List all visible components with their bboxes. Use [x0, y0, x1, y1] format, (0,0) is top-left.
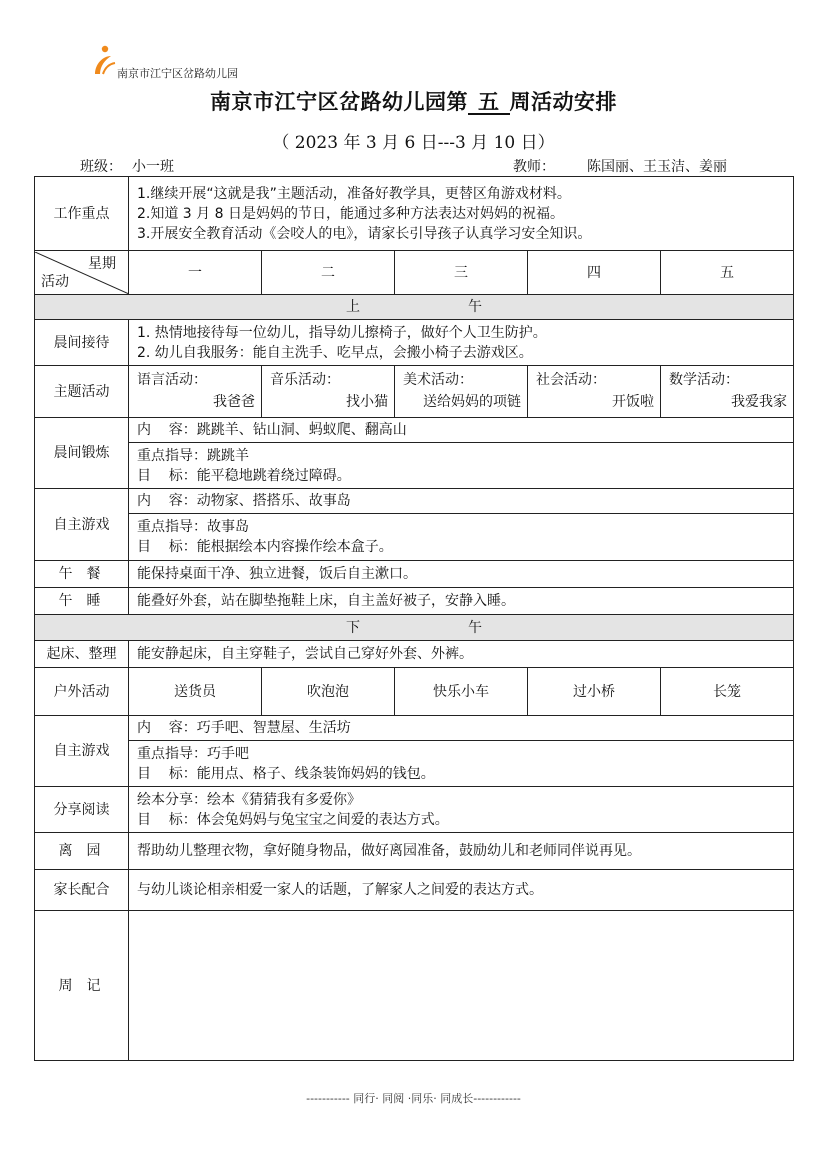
outdoor-wednesday: 快乐小车 [395, 668, 528, 716]
lunch-content: 能保持桌面干净、独立进餐，饭后自主漱口。 [129, 561, 794, 588]
section-char: 午 [468, 619, 483, 636]
outdoor-thursday: 过小桥 [528, 668, 661, 716]
outdoor-monday: 送货员 [129, 668, 262, 716]
pm-free-play-goal: 目 标：能用点、格子、线条装饰妈妈的钱包。 [137, 765, 435, 782]
nap-content: 能叠好外套，站在脚垫拖鞋上床，自主盖好被子，安静入睡。 [129, 588, 794, 615]
reading-line: 绘本分享：绘本《猜猜我有多爱你》 [137, 791, 361, 808]
free-play-detail [129, 514, 794, 561]
free-play-detail-row [35, 514, 794, 561]
theme-cell-thursday [528, 366, 661, 418]
class-label: 班级： [80, 159, 122, 175]
work-focus-content [129, 177, 794, 251]
wakeup-content: 能安静起床，自主穿鞋子，尝试自己穿好外套、外裤。 [129, 641, 794, 668]
teacher-value: 陈国丽、王玉洁、姜丽 [569, 158, 731, 177]
weekly-note-row [35, 911, 794, 1061]
weekday-wednesday: 三 [395, 251, 528, 295]
teacher-info [513, 156, 731, 177]
schedule-table [34, 176, 794, 1061]
reception-line: 1. 热情地接待每一位幼儿，指导幼儿擦椅子，做好个人卫生防护。 [137, 324, 547, 341]
pm-free-play-label: 自主游戏 [35, 716, 129, 787]
wakeup-label: 起床、整理 [35, 641, 129, 668]
weekly-note-content [129, 911, 794, 1061]
parents-content: 与幼儿谈论相亲相爱一家人的话题，了解家人之间爱的表达方式。 [129, 870, 794, 911]
reception-content [129, 320, 794, 366]
weekly-note-label: 周记 [35, 911, 129, 1061]
work-focus-item: 2.知道 3 月 8 日是妈妈的节日，能通过多种方法表达对妈妈的祝福。 [137, 205, 564, 222]
work-focus-item: 1.继续开展“这就是我”主题活动，准备好教学具，更替区角游戏材料。 [137, 185, 571, 202]
parents-row [35, 870, 794, 911]
page-title [0, 86, 827, 116]
outdoor-friday: 长笼 [661, 668, 794, 716]
theme-name: 我爸爸 [213, 393, 255, 410]
parents-label: 家长配合 [35, 870, 129, 911]
nap-label: 午睡 [35, 588, 129, 615]
weekday-header-row [35, 251, 794, 295]
wakeup-row [35, 641, 794, 668]
pm-free-play-row [35, 716, 794, 741]
class-info [80, 156, 180, 177]
pm-free-play-detail-row [35, 741, 794, 787]
exercise-content: 内 容：跳跳羊、钻山洞、蚂蚁爬、翻高山 [129, 418, 794, 443]
exercise-detail-row [35, 443, 794, 489]
theme-cell-friday [661, 366, 794, 418]
title-prefix: 南京市江宁区岔路幼儿园第 [210, 89, 468, 114]
afternoon-section-row [35, 615, 794, 641]
logo-mark-icon [91, 44, 119, 78]
corner-activity-label: 活动 [41, 273, 69, 290]
theme-name: 开饭啦 [612, 393, 654, 410]
section-char: 下 [346, 619, 361, 636]
reception-label: 晨间接待 [35, 320, 129, 366]
theme-type: 社会活动： [536, 371, 606, 388]
teacher-label: 教师： [513, 159, 555, 175]
theme-name: 送给妈妈的项链 [423, 393, 521, 410]
logo-text: 南京市江宁区岔路幼儿园 [117, 67, 238, 80]
theme-cell-monday [129, 366, 262, 418]
outdoor-tuesday: 吹泡泡 [262, 668, 395, 716]
reading-content [129, 787, 794, 833]
free-play-focus: 重点指导：故事岛 [137, 519, 249, 535]
weekday-friday: 五 [661, 251, 794, 295]
title-suffix: 周活动安排 [509, 89, 617, 114]
header-corner-cell [35, 251, 129, 295]
leaving-row [35, 833, 794, 870]
free-play-label: 自主游戏 [35, 489, 129, 561]
morning-section-row [35, 295, 794, 320]
class-value: 小一班 [132, 158, 180, 177]
reading-label: 分享阅读 [35, 787, 129, 833]
footer-slogan: ----------- 同行· 同阅 ·同乐· 同成长------------ [306, 1092, 521, 1105]
outdoor-label: 户外活动 [35, 668, 129, 716]
work-focus-item: 3.开展安全教育活动《会咬人的电》，请家长引导孩子认真学习安全知识。 [137, 225, 592, 242]
morning-section-header [35, 295, 794, 320]
theme-cell-wednesday [395, 366, 528, 418]
work-focus-row [35, 177, 794, 251]
pm-free-play-detail [129, 741, 794, 787]
theme-type: 音乐活动： [270, 371, 340, 388]
nap-row [35, 588, 794, 615]
free-play-content: 内 容：动物家、搭搭乐、故事岛 [129, 489, 794, 514]
theme-name: 找小猫 [346, 393, 388, 410]
exercise-detail [129, 443, 794, 489]
weekday-thursday: 四 [528, 251, 661, 295]
school-logo [91, 44, 261, 78]
afternoon-section-header [35, 615, 794, 641]
exercise-label: 晨间锻炼 [35, 418, 129, 489]
exercise-focus: 重点指导：跳跳羊 [137, 447, 249, 464]
free-play-goal: 目 标：能根据绘本内容操作绘本盒子。 [137, 539, 393, 555]
theme-type: 语言活动： [137, 371, 207, 388]
leaving-label: 离园 [35, 833, 129, 870]
reception-row [35, 320, 794, 366]
section-char: 午 [468, 299, 483, 315]
weekday-monday: 一 [129, 251, 262, 295]
theme-type: 美术活动： [403, 371, 473, 388]
theme-name: 我爱我家 [731, 393, 788, 410]
reception-line: 2. 幼儿自我服务：能自主洗手、吃早点，会搬小椅子去游戏区。 [137, 344, 533, 361]
theme-activity-label: 主题活动 [35, 366, 129, 418]
section-char: 上 [346, 299, 361, 315]
exercise-row [35, 418, 794, 443]
reading-line: 目 标：体会兔妈妈与兔宝宝之间爱的表达方式。 [137, 811, 449, 828]
free-play-row [35, 489, 794, 514]
date-range: （ 2023 年 3 月 6 日---3 月 10 日） [272, 133, 555, 153]
corner-weekday-label: 星期 [88, 255, 116, 272]
exercise-goal: 目 标：能平稳地跳着绕过障碍。 [137, 467, 351, 484]
weekday-tuesday: 二 [262, 251, 395, 295]
outdoor-row [35, 668, 794, 716]
pm-free-play-content: 内 容：巧手吧、智慧屋、生活坊 [129, 716, 794, 741]
reading-row [35, 787, 794, 833]
theme-cell-tuesday [262, 366, 395, 418]
theme-type: 数学活动： [669, 371, 739, 388]
pm-free-play-focus: 重点指导：巧手吧 [137, 745, 249, 762]
week-number: 五 [468, 91, 510, 115]
theme-activity-row [35, 366, 794, 418]
leaving-content: 帮助幼儿整理衣物，拿好随身物品，做好离园准备，鼓励幼儿和老师同伴说再见。 [129, 833, 794, 870]
lunch-label: 午餐 [35, 561, 129, 588]
work-focus-label: 工作重点 [35, 177, 129, 251]
lunch-row [35, 561, 794, 588]
